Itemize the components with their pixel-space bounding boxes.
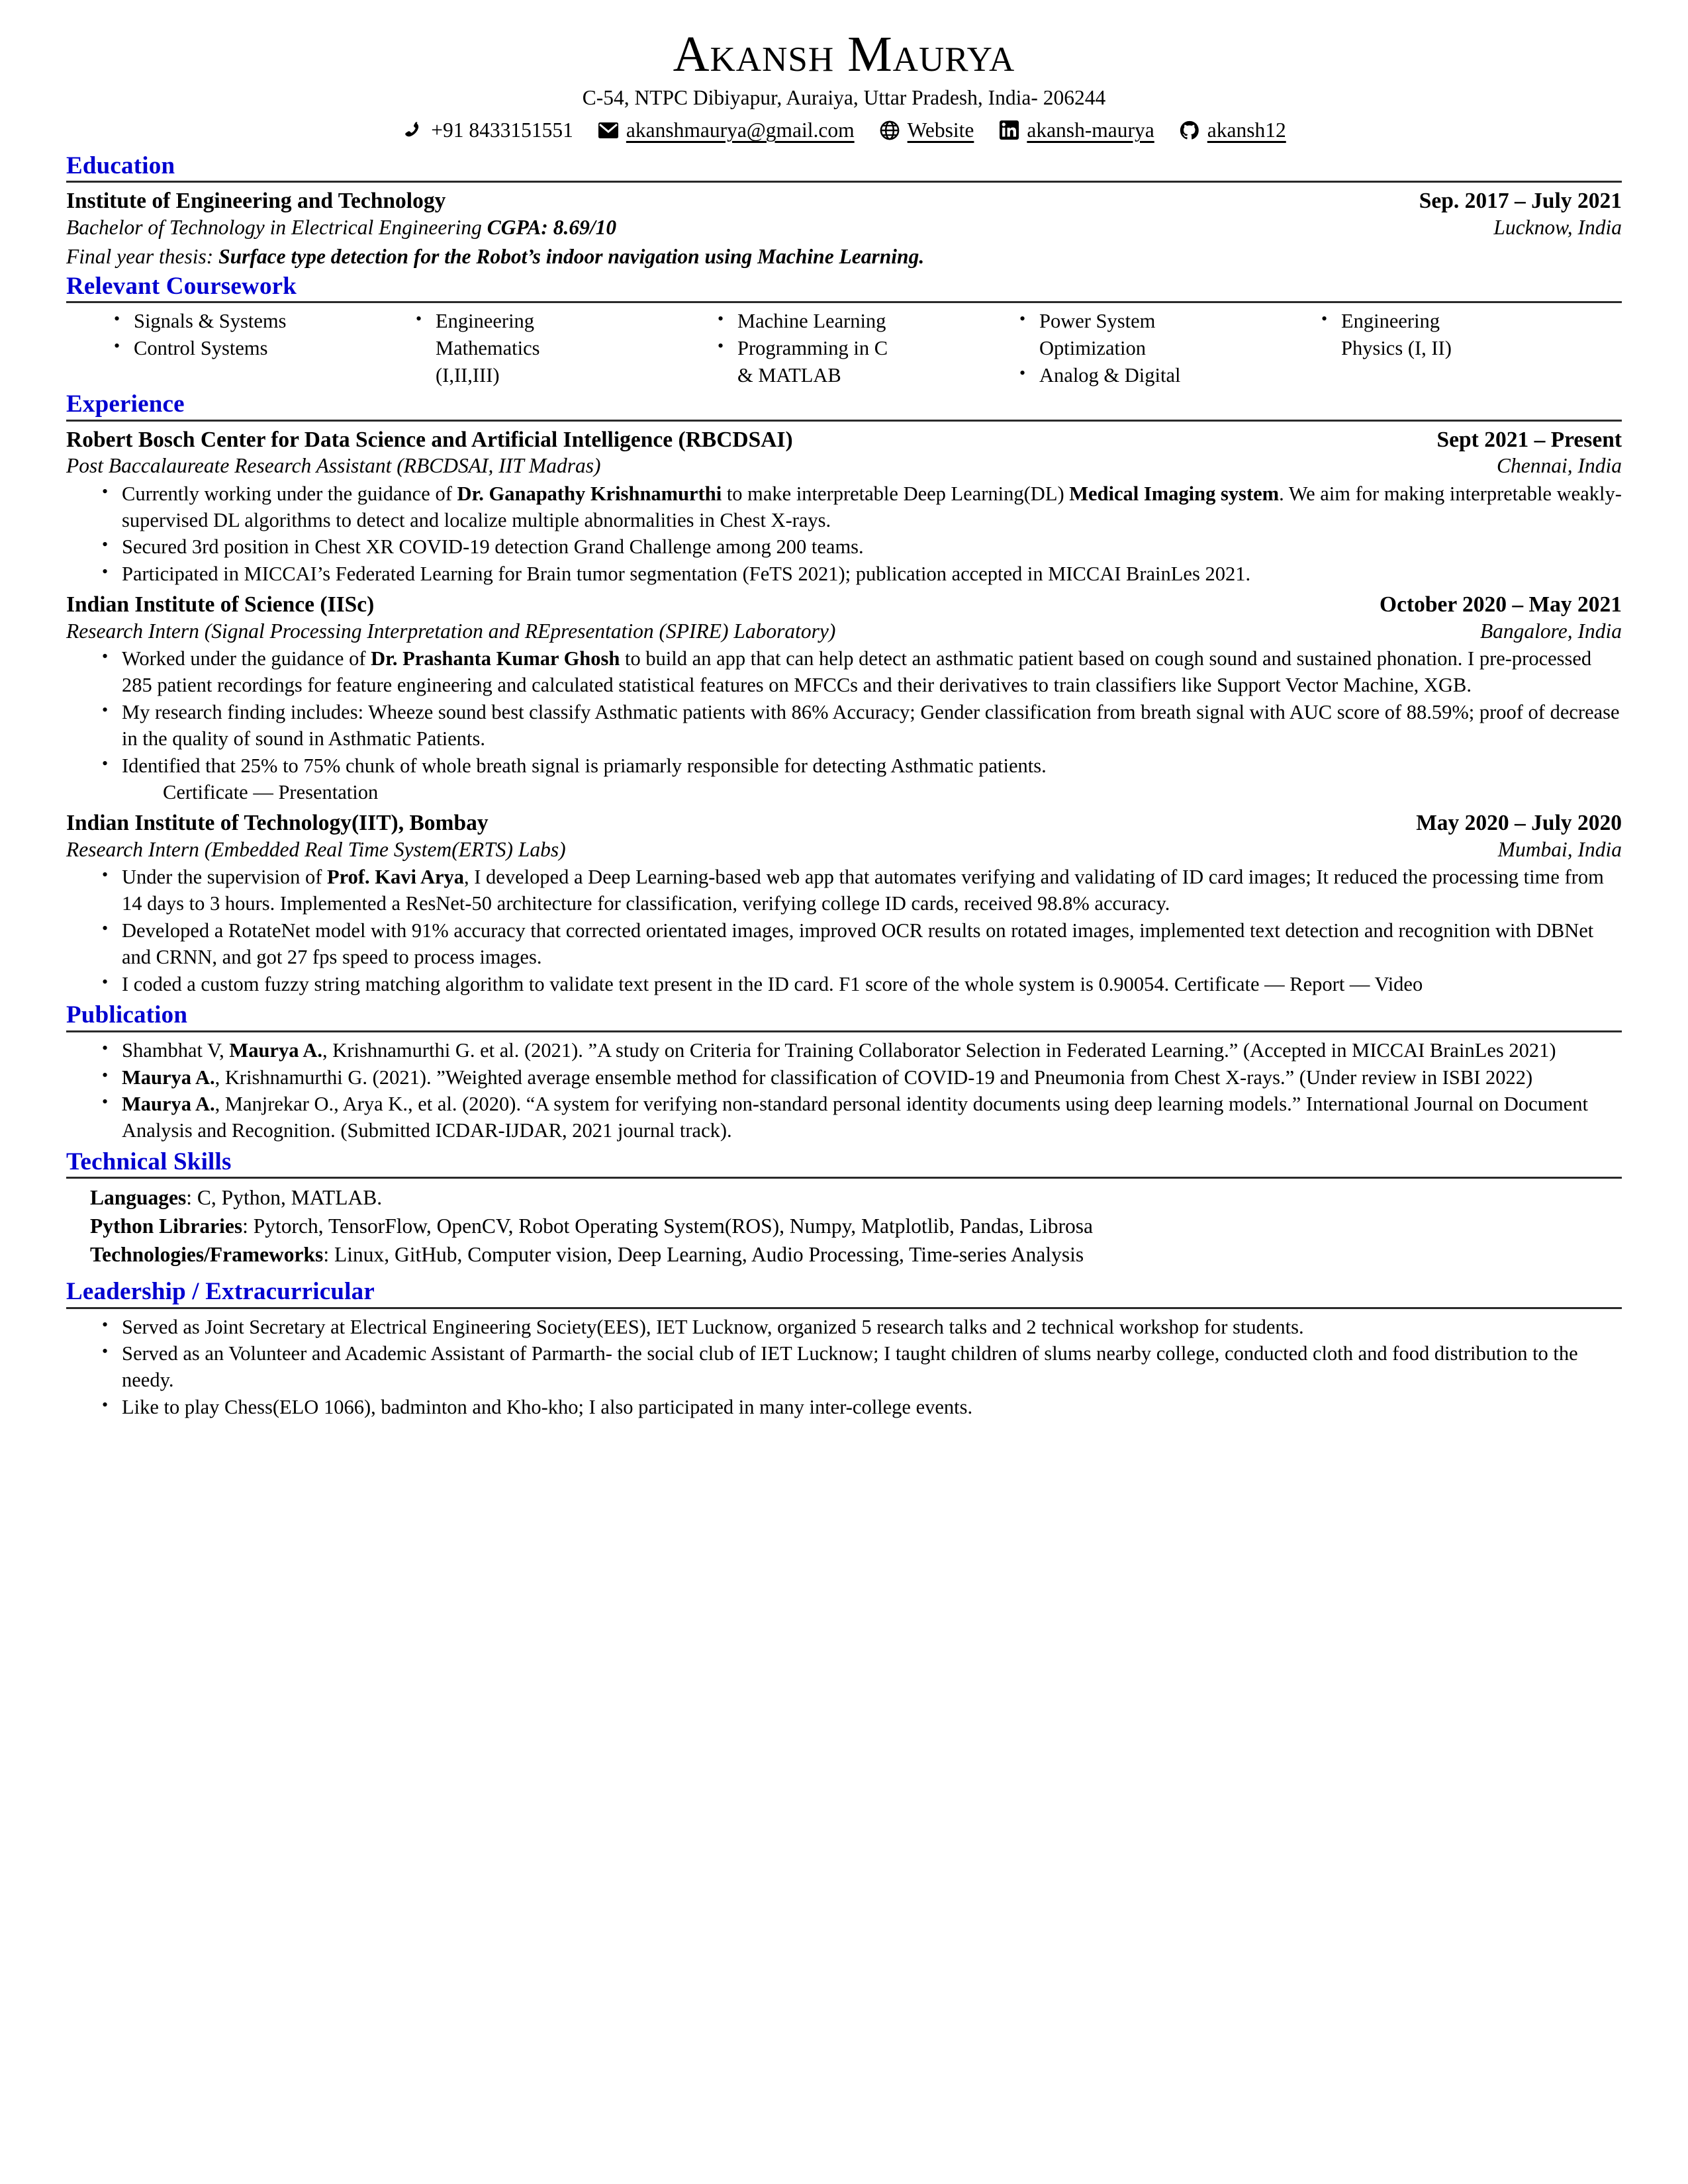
body-text: Currently working under the guidance of (122, 482, 457, 505)
coursework-item: & MATLAB (737, 363, 841, 387)
contact-item-linkedin[interactable] (998, 118, 1154, 143)
skill-label: Languages (90, 1186, 187, 1210)
body-text: Developed a RotateNet model with 91% accuracy that corrected orientated images, improved OCR results on rotated images, implemented text detection and recognition with DBNet and CRNN, and got 27 fps speed to process images. (122, 919, 1594, 968)
experience-org: Indian Institute of Technology(IIT), Bombay (66, 811, 489, 836)
coursework-item: Physics (I, II) (1341, 336, 1452, 359)
coursework-column (414, 308, 716, 389)
contact-text[interactable]: akansh-maurya (1027, 118, 1154, 142)
publication-list (66, 1038, 1622, 1144)
experience-bullets (66, 481, 1622, 588)
contact-text[interactable]: akanshmaurya@gmail.com (626, 118, 855, 142)
education-date: Sep. 2017 – July 2021 (1419, 189, 1622, 214)
experience-date: October 2020 – May 2021 (1380, 592, 1622, 617)
coursework-column (716, 308, 1018, 389)
section-coursework (66, 273, 1622, 389)
skill-line (90, 1184, 1622, 1212)
section-divider (66, 420, 1622, 422)
education-degree-line (66, 215, 616, 240)
coursework-item: • Programming in C (716, 336, 1011, 362)
leadership-list (66, 1314, 1622, 1421)
list-item (122, 864, 1622, 917)
emphasis-text: Medical Imaging system (1069, 482, 1280, 505)
section-heading-education: Education (66, 152, 175, 179)
contact-text: +91 8433151551 (431, 118, 573, 142)
body-text: to make interpretable Deep Learning(DL) (722, 482, 1070, 505)
section-heading-publication: Publication (66, 1001, 188, 1029)
coursework-column (113, 308, 414, 362)
emphasis-text: Maurya A. (122, 1093, 215, 1116)
experience-location: Chennai, India (1497, 454, 1622, 478)
section-experience (66, 390, 1622, 997)
leadership-item: • Served as Joint Secretary at Electrical Engineering Society(EES), IET Lucknow, organized 5 research talks and 2 technical workshop for students. (122, 1314, 1622, 1341)
section-publication (66, 1001, 1622, 1144)
section-divider (66, 1307, 1622, 1309)
section-education (66, 152, 1622, 270)
globe-icon (878, 120, 901, 141)
experience-date: May 2020 – July 2020 (1416, 811, 1622, 836)
body-text: , Krishnamurthi G. et al. (2021). ”A study on Criteria for Training Collaborator Selection in Federated Learning.” (Accepted in MICCAI BrainLes 2021) (322, 1038, 1556, 1062)
coursework-column (1018, 308, 1320, 389)
publication-item (122, 1065, 1622, 1091)
section-heading-leadership: Leadership / Extracurricular (66, 1278, 375, 1306)
experience-role: Research Intern (Signal Processing Interpretation and REpresentation (SPIRE) Laboratory) (66, 619, 836, 643)
list-item (122, 700, 1622, 752)
education-institution: Institute of Engineering and Technology (66, 189, 446, 214)
coursework-item: (I,II,III) (436, 363, 500, 387)
education-cgpa: CGPA: 8.69/10 (487, 215, 617, 239)
skill-values: : Pytorch, TensorFlow, OpenCV, Robot Operating System(ROS), Numpy, Matplotlib, Pandas, Librosa (242, 1214, 1094, 1238)
experience-org: Robert Bosch Center for Data Science and Artificial Intelligence (RBCDSAI) (66, 427, 793, 452)
coursework-item: • Machine Learning (716, 308, 1011, 335)
body-text: , I developed a Deep Learning-based web app that automates verifying and validating of ID card images; It reduced the processing time from 14 days to 3 hours. Implemented a ResNet-50 architecture for classification, verifying college ID cards, received 98.8% accuracy. (122, 866, 1604, 915)
coursework-item: • Engineering (414, 308, 710, 335)
page-title: Akansh Maurya (673, 26, 1015, 82)
skill-line (90, 1241, 1622, 1269)
skill-label: Technologies/Frameworks (90, 1243, 324, 1267)
education-location: Lucknow, India (1493, 215, 1622, 239)
body-text: My research finding includes: Wheeze sound best classify Asthmatic patients with 86% Accuracy; Gender classification from breath signal with AUC score of 88.59%; proof of decrease in the quality of sound in Asthmatic Patients. (122, 700, 1620, 750)
body-text: I coded a custom fuzzy string matching algorithm to validate text present in the ID card. F1 score of the whole system is 0.90054. Certificate — Report — Video (122, 972, 1423, 995)
emphasis-text: Dr. Ganapathy Krishnamurthi (457, 482, 722, 505)
experience-entries (66, 427, 1622, 998)
emphasis-text: Maurya A. (229, 1038, 323, 1062)
coursework-columns (66, 308, 1622, 389)
coursework-item: • Signals & Systems (113, 308, 408, 335)
education-degree: Bachelor of Technology in Electrical Engineering (66, 215, 482, 239)
section-heading-coursework: Relevant Coursework (66, 272, 297, 300)
body-text: to build an app that can help detect an asthmatic patient based on cough sound and sustained phonation. I pre-processed 285 patient recordings for feature engineering and calculated statistical features on MFCCs and their derivatives to train classifiers like Support Vector Machine, XGB. (122, 647, 1592, 697)
list-item (122, 481, 1622, 534)
coursework-item: • Engineering (1320, 308, 1615, 335)
experience-bullets (66, 646, 1622, 806)
section-heading-experience: Experience (66, 390, 185, 418)
list-item (122, 561, 1622, 588)
experience-entry (66, 427, 1622, 588)
skill-values: : C, Python, MATLAB. (186, 1186, 383, 1210)
education-entry (66, 188, 1622, 270)
publication-item (122, 1091, 1622, 1144)
experience-entry (66, 810, 1622, 997)
section-heading-technical-skills: Technical Skills (66, 1148, 232, 1175)
github-icon (1178, 120, 1201, 141)
section-divider (66, 1030, 1622, 1032)
contact-item-phone (402, 118, 573, 143)
coursework-column (1320, 308, 1622, 362)
body-text: Under the supervision of (122, 866, 328, 889)
body-text: , Krishnamurthi G. (2021). ”Weighted average ensemble method for classification of COVID-19 and Pneumonia from Chest X-rays.” (Under review in ISBI 2022) (214, 1066, 1533, 1089)
skill-label: Python Libraries (90, 1214, 243, 1238)
education-thesis (66, 244, 1622, 269)
experience-date: Sept 2021 – Present (1436, 427, 1622, 452)
envelope-icon (597, 120, 620, 141)
coursework-item: • Analog & Digital (1018, 363, 1313, 389)
address-line: C-54, NTPC Dibiyapur, Auraiya, Uttar Pradesh, India- 206244 (582, 85, 1106, 109)
coursework-item: • Control Systems (113, 336, 408, 362)
section-technical-skills (66, 1148, 1622, 1269)
body-text: Shambhat V, (122, 1038, 230, 1062)
phone-icon (402, 120, 424, 141)
contact-item-github[interactable] (1178, 118, 1286, 143)
experience-location: Bangalore, India (1479, 619, 1622, 643)
body-text: , Manjrekar O., Arya K., et al. (2020). “A system for verifying non-standard personal identity documents using deep learning models.” International Journal on Document Analysis and Recognition. (Submitted ICDAR-IJDAR, 2021 journal track). (122, 1093, 1588, 1142)
linkedin-icon (998, 120, 1020, 141)
emphasis-text: Dr. Prashanta Kumar Ghosh (371, 647, 620, 670)
thesis-label: Final year thesis: (66, 245, 214, 269)
body-text: Participated in MICCAI’s Federated Learning for Brain tumor segmentation (FeTS 2021); publication accepted in MICCAI BrainLes 2021. (122, 563, 1251, 586)
contact-item-envelope[interactable] (597, 118, 855, 143)
emphasis-text: Maurya A. (122, 1066, 215, 1089)
contact-text[interactable]: akansh12 (1207, 118, 1286, 142)
list-item (122, 646, 1622, 699)
experience-org: Indian Institute of Science (IISc) (66, 592, 375, 617)
contact-text[interactable]: Website (907, 118, 974, 142)
coursework-item: Optimization (1039, 336, 1146, 359)
experience-bullets (66, 864, 1622, 997)
section-leadership (66, 1278, 1622, 1421)
experience-role: Research Intern (Embedded Real Time System(ERTS) Labs) (66, 837, 566, 861)
emphasis-text: Prof. Kavi Arya (327, 866, 465, 889)
list-item (122, 918, 1622, 971)
section-divider (66, 181, 1622, 183)
skill-line (90, 1212, 1622, 1240)
skills-list (66, 1184, 1622, 1269)
list-item (122, 753, 1622, 807)
body-text: . We aim for making interpretable weakly-supervised DL algorithms to detect and localize multiple abnormalities in Chest X-rays. (122, 482, 1622, 531)
leadership-item: • Like to play Chess(ELO 1066), badminton and Kho-kho; I also participated in many inter-college events. (122, 1394, 1622, 1421)
experience-location: Mumbai, India (1497, 837, 1622, 861)
body-text: Worked under the guidance of (122, 647, 371, 670)
contact-item-globe[interactable] (878, 118, 974, 143)
section-divider (66, 1177, 1622, 1179)
skill-values: : Linux, GitHub, Computer vision, Deep Learning, Audio Processing, Time-series Analysis (323, 1243, 1084, 1267)
attachment-links[interactable]: Certificate — Presentation (163, 781, 379, 804)
body-text: Secured 3rd position in Chest XR COVID-19 detection Grand Challenge among 200 teams. (122, 535, 864, 559)
thesis-title: Surface type detection for the Robot’s indoor navigation using Machine Learning. (218, 245, 925, 269)
coursework-item: Mathematics (436, 336, 540, 359)
list-item (122, 972, 1622, 998)
body-text: Identified that 25% to 75% chunk of whole breath signal is priamarly responsible for detecting Asthmatic patients. (122, 754, 1047, 777)
experience-entry (66, 592, 1622, 806)
leadership-item: • Served as an Volunteer and Academic Assistant of Parmarth- the social club of IET Lucknow; I taught children of slums nearby college, conducted cloth and food distribution to the needy. (122, 1341, 1622, 1394)
experience-role: Post Baccalaureate Research Assistant (RBCDSAI, IIT Madras) (66, 454, 601, 478)
contact-row (66, 118, 1622, 143)
publication-item (122, 1038, 1622, 1064)
section-divider (66, 301, 1622, 303)
coursework-item: • Power System (1018, 308, 1313, 335)
list-item (122, 534, 1622, 561)
